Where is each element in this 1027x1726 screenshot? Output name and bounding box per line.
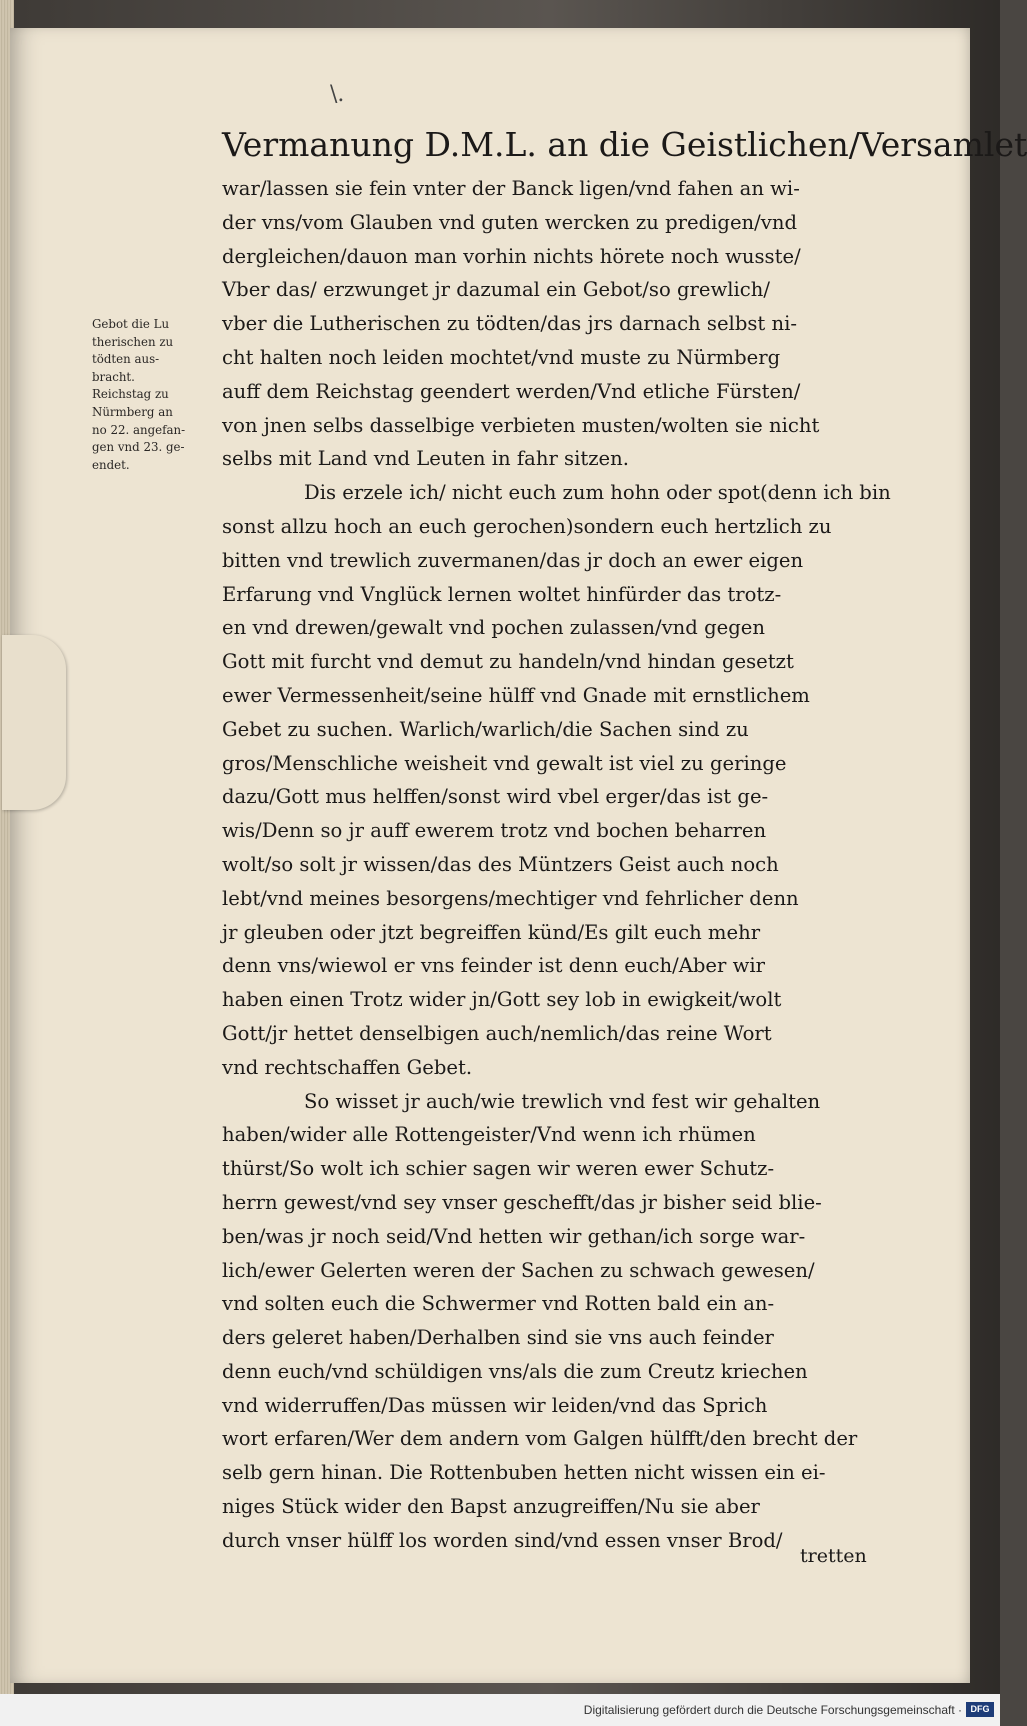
text-line: denn vns/wiewol er vns feinder ist denn euch/Aber wir: [222, 954, 765, 978]
text-line: bitten vnd trewlich zuvermanen/das jr doch an ewer eigen: [222, 548, 804, 572]
text-line: vnd solten euch die Schwermer vnd Rotten bald ein an-: [222, 1292, 775, 1316]
catchword: tretten: [800, 1545, 867, 1567]
text-line: Erfarung vnd Vnglück lernen woltet hinfürder das trotz-: [222, 582, 782, 606]
text-line: war/lassen sie fein vnter der Banck ligen/vnd fahen an wi-: [222, 177, 800, 200]
text-line: auff dem Reichstag geendert werden/Vnd etliche Fürsten/: [222, 379, 801, 403]
text-line: denn euch/vnd schüldigen vns/als die zum Creutz kriechen: [222, 1359, 808, 1383]
marginal-line: Reichstag zu: [92, 387, 169, 402]
text-line: der vns/vom Glauben vnd guten wercken zu predigen/vnd: [222, 210, 797, 234]
text-line: Dis erzele ich/ nicht euch zum hohn oder spot(denn ich bin: [304, 481, 891, 505]
page-mark: \.: [330, 82, 345, 107]
text-line: thürst/So wolt ich schier sagen wir weren ewer Schutz-: [222, 1157, 775, 1181]
text-line: wolt/so solt jr wissen/das des Müntzers Geist auch noch: [222, 852, 779, 876]
marginal-line: Nürmberg an: [92, 404, 173, 419]
dfg-logo-icon: DFG: [966, 1702, 994, 1717]
text-line: selb gern hinan. Die Rottenbuben hetten nicht wissen ein ei-: [222, 1461, 826, 1485]
text-line: ewer Vermessenheit/seine hülff vnd Gnade mit ernstlichem: [222, 683, 810, 707]
marginal-line: therischen zu: [92, 334, 174, 349]
text-line: Vber das/ erzwunget jr dazumal ein Gebot/so grewlich/: [222, 278, 770, 302]
text-line: Gott/jr hettet denselbigen auch/nemlich/das reine Wort: [222, 1021, 772, 1045]
text-line: lich/ewer Gelerten weren der Sachen zu schwach gewesen/: [222, 1258, 815, 1282]
footer-bar: [0, 1694, 1000, 1726]
marginal-line: tödten aus-: [92, 352, 160, 367]
text-line: en vnd drewen/gewalt vnd pochen zulassen/vnd gegen: [222, 616, 765, 640]
marginal-line: gen vnd 23. ge-: [92, 440, 185, 455]
text-line: ben/was jr noch seid/Vnd hetten wir gethan/ich sorge war-: [222, 1224, 806, 1248]
text-line: Gebet zu suchen. Warlich/warlich/die Sachen sind zu: [222, 717, 749, 741]
text-line: gros/Menschliche weisheit vnd gewalt ist viel zu geringe: [222, 751, 787, 775]
text-line: cht halten noch leiden mochtet/vnd muste zu Nürmberg: [222, 345, 781, 369]
marginal-note: [92, 316, 220, 474]
text-line: vnd widerruffen/Das müssen wir leiden/vnd das Sprich: [222, 1393, 768, 1417]
page-tab-marker: [2, 635, 66, 810]
body-text: [222, 172, 922, 1558]
text-line: vber die Lutherischen zu tödten/das jrs darnach selbst ni-: [222, 312, 798, 336]
text-line: herrn gewest/vnd sey vnser geschefft/das jr bisher seid blie-: [222, 1190, 822, 1214]
text-line: Gott mit furcht vnd demut zu handeln/vnd hindan gesetzt: [222, 650, 794, 674]
text-line: dazu/Gott mus helffen/sonst wird vbel erger/das ist ge-: [222, 785, 769, 809]
marginal-line: bracht.: [92, 369, 135, 384]
text-line: ders geleret haben/Derhalben sind sie vns auch feinder: [222, 1326, 774, 1350]
text-line: selbs mit Land vnd Leuten in fahr sitzen.: [222, 447, 630, 471]
text-line: von jnen selbs dasselbige verbieten musten/wolten sie nicht: [222, 413, 820, 437]
text-line: vnd rechtschaffen Gebet.: [222, 1055, 473, 1079]
text-line: sonst allzu hoch an euch gerochen)sondern euch hertzlich zu: [222, 514, 832, 538]
text-line: haben/wider alle Rottengeister/Vnd wenn ich rhümen: [222, 1123, 756, 1147]
text-line: wort erfaren/Wer dem andern vom Galgen hülfft/den brecht der: [222, 1427, 858, 1451]
text-line: wis/Denn so jr auff ewerem trotz vnd bochen beharren: [222, 819, 767, 843]
text-line: haben einen Trotz wider jn/Gott sey lob in ewigkeit/wolt: [222, 988, 782, 1012]
running-head: Vermanung D.M.L. an die Geistlichen/Versamlet: [222, 125, 1027, 164]
marginal-line: endet.: [92, 457, 130, 472]
text-line: dergleichen/dauon man vorhin nichts hörete noch wusste/: [222, 244, 801, 268]
text-line: lebt/vnd meines besorgens/mechtiger vnd fehrlicher denn: [222, 886, 799, 910]
funding-credit: Digitalisierung gefördert durch die Deutsche Forschungsgemeinschaft ·: [583, 1703, 962, 1717]
text-line: niges Stück wider den Bapst anzugreiffen/Nu sie aber: [222, 1495, 760, 1519]
text-line: jr gleuben oder jtzt begreiffen künd/Es gilt euch mehr: [222, 920, 761, 944]
marginal-line: no 22. angefan-: [92, 422, 186, 437]
text-line: durch vnser hülff los worden sind/vnd essen vnser Brod/: [222, 1528, 783, 1552]
text-line: So wisset jr auch/wie trewlich vnd fest wir gehalten: [304, 1089, 821, 1113]
marginal-line: Gebot die Lu: [92, 317, 170, 331]
